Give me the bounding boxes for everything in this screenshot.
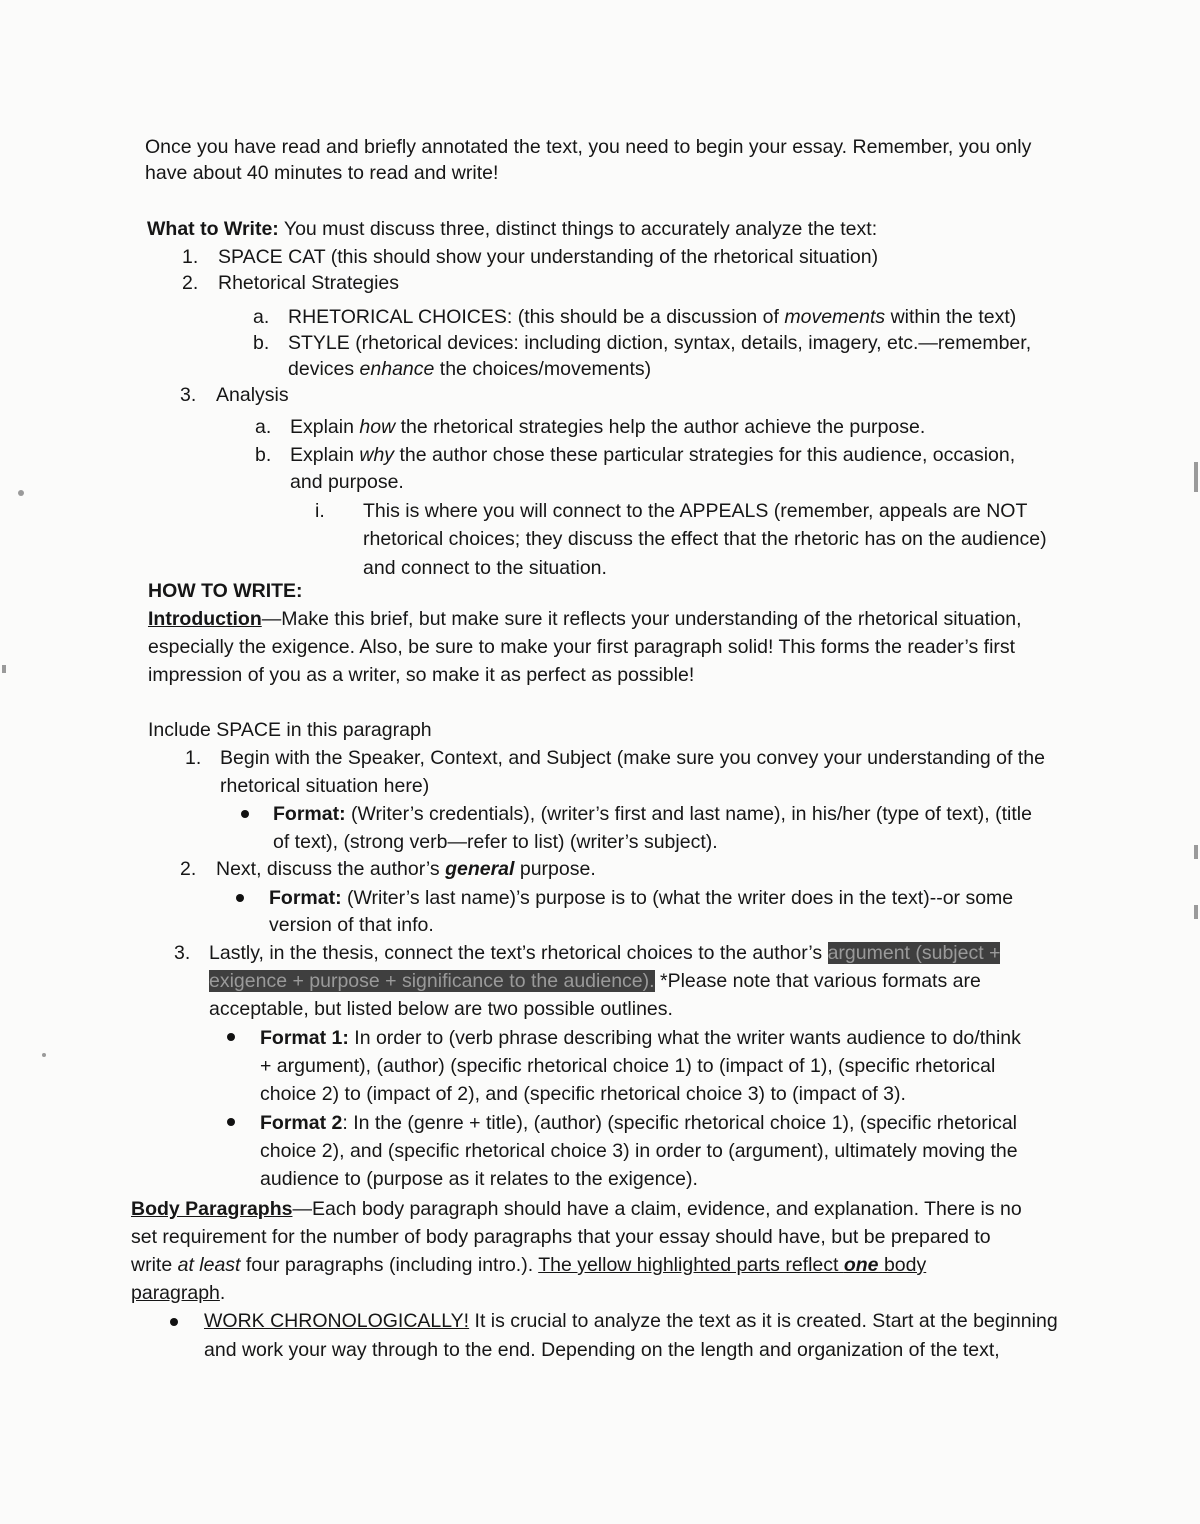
step-3-line-1 bbox=[209, 940, 1000, 966]
list-roman: i. bbox=[315, 500, 325, 522]
format-2-line-2: choice 2), and (specific rhetorical choice 3) in order to (argument), ultimately moving the bbox=[260, 1140, 1018, 1162]
text-span: It is crucial to analyze the text as it is created. Start at the beginning bbox=[469, 1310, 1058, 1332]
list-item-explain-how bbox=[290, 414, 925, 440]
scan-speck bbox=[1194, 462, 1198, 492]
list-number: 2. bbox=[180, 858, 197, 880]
appeals-line-1: This is where you will connect to the APPEALS (remember, appeals are NOT bbox=[363, 500, 1028, 522]
scan-speck bbox=[1194, 845, 1198, 859]
text-span: (Writer’s last name)’s purpose is to (what the writer does in the text)--or some bbox=[341, 887, 1014, 909]
body-paragraphs-line-2: set requirement for the number of body paragraphs that your essay should have, but be prepared to bbox=[131, 1226, 991, 1248]
emphasis: how bbox=[359, 416, 396, 438]
list-number: 2. bbox=[182, 272, 199, 294]
format-1-line-2: + argument), (author) (specific rhetorical choice 1) to (impact of 1), (specific rhetorical bbox=[260, 1055, 996, 1077]
step-2-format-line-2: version of that info. bbox=[269, 914, 434, 936]
list-item-rhetorical-strategies: Rhetorical Strategies bbox=[218, 272, 400, 294]
step-3-line-2 bbox=[209, 968, 981, 994]
underlined-text: paragraph bbox=[131, 1282, 220, 1304]
emphasis: general bbox=[445, 858, 515, 880]
what-to-write-line bbox=[147, 216, 877, 242]
format-1-line-1 bbox=[260, 1025, 1021, 1051]
format-1-label: Format 1: bbox=[260, 1027, 349, 1049]
text-span: the rhetorical strategies help the author achieve the purpose. bbox=[395, 416, 926, 438]
step-3-line-3: acceptable, but listed below are two possible outlines. bbox=[209, 998, 673, 1020]
introduction-line-2: especially the exigence. Also, be sure to make your first paragraph solid! This forms the reader’s first bbox=[148, 636, 1016, 658]
bullet-icon bbox=[227, 1033, 235, 1041]
introduction-line-3: impression of you as a writer, so make it as perfect as possible! bbox=[148, 664, 695, 686]
emphasis: one bbox=[843, 1254, 879, 1276]
appeals-line-2: rhetorical choices; they discuss the effect that the rhetoric has on the audience) bbox=[363, 528, 1047, 550]
list-number: 3. bbox=[180, 384, 197, 406]
list-item-analysis: Analysis bbox=[216, 384, 289, 406]
what-to-write-heading: What to Write: bbox=[147, 218, 279, 240]
list-item-style-cont bbox=[288, 356, 651, 382]
emphasis: why bbox=[359, 444, 395, 466]
format-2-line-3: audience to (purpose as it relates to the exigence). bbox=[260, 1168, 698, 1190]
body-paragraphs-label: Body Paragraphs bbox=[131, 1198, 293, 1220]
format-2-label: Format 2 bbox=[260, 1112, 343, 1134]
format-label: Format: bbox=[273, 803, 346, 825]
bullet-icon bbox=[227, 1118, 235, 1126]
emphasis: at least bbox=[177, 1254, 241, 1276]
list-letter: b. bbox=[255, 444, 272, 466]
what-to-write-lead: You must discuss three, distinct things to accurately analyze the text: bbox=[278, 218, 878, 240]
list-number: 1. bbox=[182, 246, 199, 268]
emphasis: enhance bbox=[359, 358, 435, 380]
list-item-space-cat: SPACE CAT (this should show your understanding of the rhetorical situation) bbox=[218, 246, 879, 268]
list-number: 1. bbox=[185, 747, 202, 769]
list-letter: a. bbox=[255, 416, 272, 438]
emphasis: movements bbox=[784, 306, 886, 328]
text-span: devices bbox=[288, 358, 360, 380]
text-span: *Please note that various formats are bbox=[654, 970, 981, 992]
step-1-line-2: rhetorical situation here) bbox=[220, 775, 430, 797]
appeals-line-3: and connect to the situation. bbox=[363, 557, 607, 579]
how-to-write-heading: HOW TO WRITE: bbox=[148, 580, 303, 602]
text-span: purpose. bbox=[514, 858, 596, 880]
text-span: Explain bbox=[290, 416, 360, 438]
scan-speck bbox=[1194, 905, 1198, 919]
list-item-style: STYLE (rhetorical devices: including diction, syntax, details, imagery, etc.—remember, bbox=[288, 332, 1032, 354]
intro-line-2: have about 40 minutes to read and write! bbox=[145, 162, 499, 184]
step-1-line-1: Begin with the Speaker, Context, and Subject (make sure you convey your understanding of the bbox=[220, 747, 1045, 769]
text-span: . bbox=[219, 1282, 226, 1304]
text-span: within the text) bbox=[885, 306, 1017, 328]
body-paragraphs-line-1 bbox=[131, 1196, 1022, 1222]
work-chronologically-line-2: and work your way through to the end. Depending on the length and organization of the text, bbox=[204, 1339, 1000, 1361]
text-span: four paragraphs (including intro.). bbox=[240, 1254, 539, 1276]
highlighted-text: argument (subject + bbox=[827, 942, 1001, 964]
text-span: —Each body paragraph should have a claim, evidence, and explanation. There is no bbox=[292, 1198, 1022, 1220]
list-number: 3. bbox=[174, 942, 191, 964]
scan-speck bbox=[2, 665, 6, 673]
text-span: the author chose these particular strategies for this audience, occasion, bbox=[394, 444, 1016, 466]
introduction-line-1 bbox=[148, 606, 1022, 632]
list-item-explain-why-cont: and purpose. bbox=[290, 471, 404, 493]
step-1-format-line-2: of text), (strong verb—refer to list) (writer’s subject). bbox=[273, 831, 718, 853]
scan-speck bbox=[18, 490, 24, 496]
scan-speck bbox=[42, 1053, 46, 1057]
format-1-line-3: choice 2) to (impact of 2), and (specific rhetorical choice 3) to (impact of 3). bbox=[260, 1083, 906, 1105]
bullet-icon bbox=[241, 810, 249, 818]
text-span: Lastly, in the thesis, connect the text’s rhetorical choices to the author’s bbox=[209, 942, 828, 964]
bullet-icon bbox=[236, 894, 244, 902]
text-span: : In the (genre + title), (author) (specific rhetorical choice 1), (specific rhetorical bbox=[342, 1112, 1018, 1134]
text-span: RHETORICAL CHOICES: (this should be a discussion of bbox=[288, 306, 785, 328]
text-span: (Writer’s credentials), (writer’s first and last name), in his/her (type of text), (title bbox=[345, 803, 1032, 825]
introduction-label: Introduction bbox=[148, 608, 262, 630]
format-label: Format: bbox=[269, 887, 342, 909]
body-paragraphs-line-3 bbox=[131, 1252, 926, 1278]
step-1-format-line-1 bbox=[273, 801, 1032, 827]
text-span: the choices/movements) bbox=[434, 358, 652, 380]
body-paragraphs-line-4 bbox=[131, 1280, 225, 1306]
format-2-line-1 bbox=[260, 1110, 1017, 1136]
list-letter: b. bbox=[253, 332, 270, 354]
list-item-rhetorical-choices bbox=[288, 304, 1016, 330]
intro-line-1: Once you have read and briefly annotated the text, you need to begin your essay. Remember, you only bbox=[145, 136, 1032, 158]
highlighted-text: exigence + purpose + significance to the audience). bbox=[209, 970, 655, 992]
underlined-text: The yellow highlighted parts reflect bbox=[538, 1254, 844, 1276]
work-chronologically-line-1 bbox=[204, 1308, 1058, 1334]
work-chronologically-label: WORK CHRONOLOGICALLY! bbox=[204, 1310, 470, 1332]
text-span: Explain bbox=[290, 444, 360, 466]
include-space-line: Include SPACE in this paragraph bbox=[148, 719, 432, 741]
step-2-format-line-1 bbox=[269, 885, 1013, 911]
text-span: Next, discuss the author’s bbox=[216, 858, 446, 880]
text-span: In order to (verb phrase describing what the writer wants audience to do/think bbox=[348, 1027, 1021, 1049]
list-letter: a. bbox=[253, 306, 270, 328]
step-2-line bbox=[216, 856, 596, 882]
underlined-text: body bbox=[878, 1254, 927, 1276]
text-span: write bbox=[131, 1254, 178, 1276]
text-span: —Make this brief, but make sure it reflects your understanding of the rhetorical situation, bbox=[261, 608, 1022, 630]
list-item-explain-why bbox=[290, 442, 1015, 468]
bullet-icon bbox=[170, 1318, 178, 1326]
